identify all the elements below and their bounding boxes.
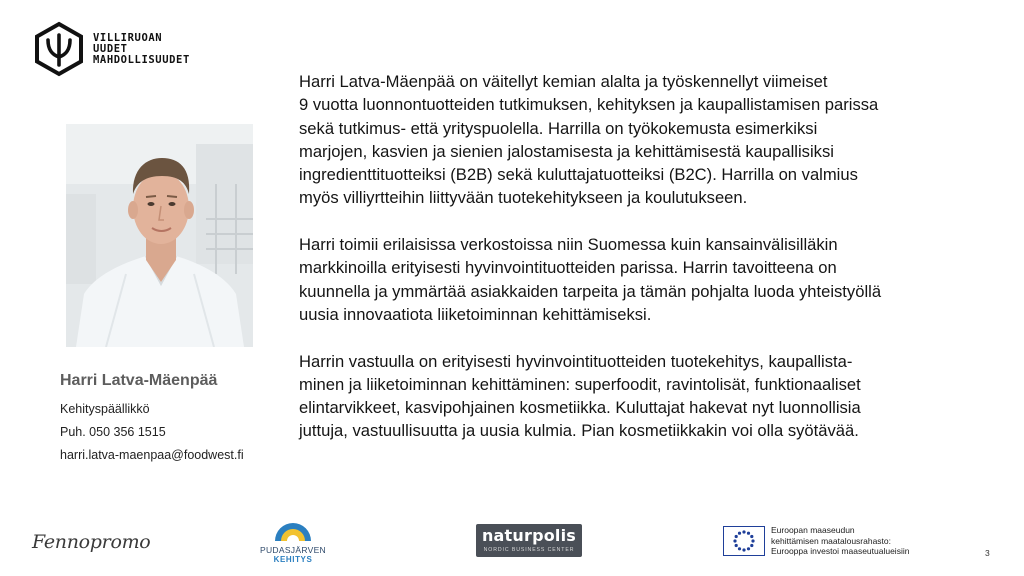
eu-funding-logo (723, 525, 909, 557)
logo-text (93, 33, 190, 66)
text-line: Harri toimii erilaisissa verkostoissa niin Suomessa kuin kansainvälisilläkin (299, 235, 838, 255)
text-line: 9 vuotta luonnontuotteiden tutkimuksen, kehityksen ja kaupallistamisen parissa (299, 95, 879, 115)
paragraph-2 (299, 233, 1004, 326)
text-line: ingredienttituotteiksi (B2B) sekä kuluttajatuotteiksi (B2C). Harrilla on valmius (299, 165, 858, 185)
logo-line-1: VILLIRUOAN (93, 31, 163, 44)
eu-flag-icon (723, 526, 765, 556)
eu-line-1: Euroopan maaseudun (771, 525, 855, 535)
portrait-photo (66, 124, 253, 347)
person-title: Kehityspäällikkö (60, 402, 150, 416)
text-line: marjojen, kasvien ja sienien jalostamisesta ja kehittämisestä kaupallisiksi (299, 141, 834, 161)
logo-line-2: UUDET (93, 42, 128, 55)
text-line: Harri Latva-Mäenpää on väitellyt kemian alalta ja työskennellyt viimeiset (299, 72, 828, 91)
text-line: Harrin vastuulla on erityisesti hyvinvointituotteiden tuotekehitys, kaupallista- (299, 351, 853, 371)
pudasjarvi-arc-icon (273, 519, 313, 543)
pudasjarvi-name: PUDASJÄRVEN (260, 545, 326, 555)
eu-funding-text (771, 525, 909, 557)
logo-line-3: MAHDOLLISUUDET (93, 53, 190, 66)
hexagon-logo-icon (33, 21, 85, 77)
person-contact (60, 398, 244, 467)
naturpolis-name: naturpolis (481, 526, 577, 545)
eu-line-3: Eurooppa investoi maaseutualueisiin (771, 546, 910, 556)
text-line: uusia innovaatiota liiketoiminnan kehittämiseksi. (299, 304, 652, 324)
biography-text (299, 70, 1004, 466)
pudasjarvi-sub: KEHITYS (273, 555, 313, 564)
fennopromo-logo: Fennopromo (32, 531, 151, 553)
text-line: juttuja, vastuullisuutta ja uusia kulmia. Pian kosmetiikkakin voi olla syötävää. (299, 421, 859, 441)
text-line: elintarvikkeet, kasvipohjainen kosmetiikka. Kuluttajat hakevat nyt luonnollisia (299, 398, 861, 418)
person-email: harri.latva-maenpaa@foodwest.fi (60, 448, 244, 462)
text-line: markkinoilla erityisesti hyvinvointituotteiden parissa. Harrin tavoitteena on (299, 258, 837, 278)
naturpolis-tagline: NORDIC BUSINESS CENTER (483, 547, 575, 553)
pudasjarvi-logo (258, 519, 328, 564)
text-line: myös villiyrtteihin liittyvään tuotekehitykseen ja koulutukseen. (299, 188, 748, 208)
page-number: 3 (985, 548, 990, 558)
text-line: kuunnella ja ymmärtää asiakkaiden tarpeita ja tämän pohjalta luoda yhteistyöllä (299, 281, 882, 301)
paragraph-3 (299, 350, 1004, 443)
paragraph-1 (299, 70, 1004, 210)
villiruoan-logo (33, 21, 190, 77)
text-line: sekä tutkimus- että yrityspuolella. Harrilla on työkokemusta esimerkiksi (299, 118, 818, 138)
person-phone: Puh. 050 356 1515 (60, 425, 166, 439)
person-name: Harri Latva-Mäenpää (60, 372, 218, 389)
naturpolis-logo (476, 524, 582, 557)
text-line: minen ja liiketoiminnan kehittäminen: superfoodit, ravintolisät, funktionaaliset (299, 374, 861, 394)
footer-logos (0, 515, 1024, 576)
eu-line-2: kehittämisen maatalousrahasto: (771, 535, 892, 546)
